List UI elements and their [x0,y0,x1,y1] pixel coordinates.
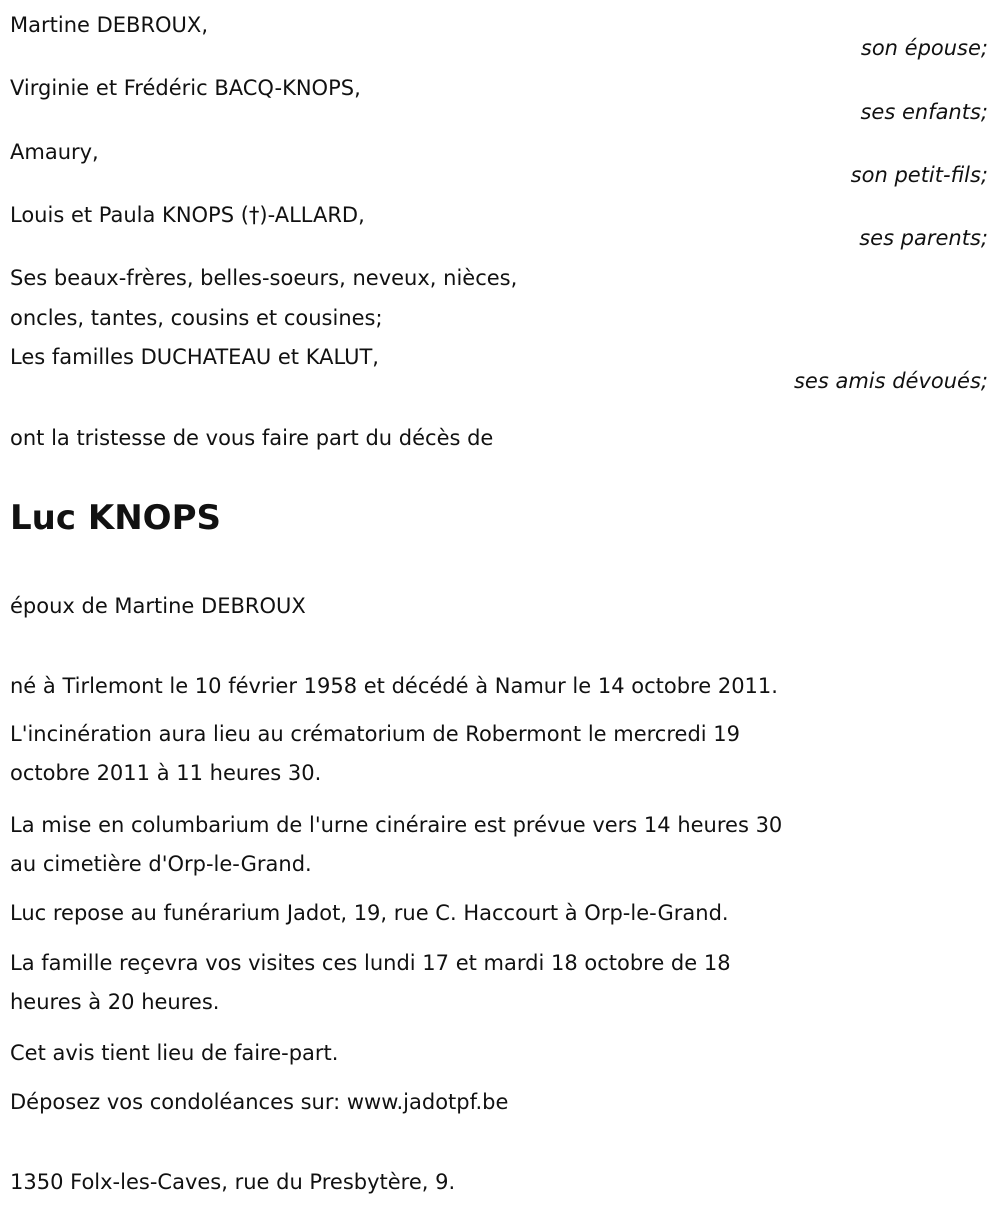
address: 1350 Folx-les-Caves, rue du Presbytère, 9. [10,1170,456,1194]
family-name-grandson: Amaury, [10,140,99,164]
family-role-parents: ses parents; [859,226,988,250]
detail-line: Cet avis tient lieu de faire-part. [10,1041,339,1065]
detail-line: au cimetière d'Orp-le-Grand. [10,852,312,876]
family-role-spouse: son épouse; [860,36,988,60]
detail-line: L'incinération aura lieu au crématorium de Robermont le mercredi 19 [10,722,741,746]
family-name-parents: Louis et Paula KNOPS (†)-ALLARD, [10,203,365,227]
detail-line: né à Tirlemont le 10 février 1958 et décédé à Namur le 14 octobre 2011. [10,674,778,698]
detail-line: octobre 2011 à 11 heures 30. [10,761,322,785]
spouse-line: époux de Martine DEBROUX [10,594,306,618]
family-name-children: Virginie et Frédéric BACQ-KNOPS, [10,76,361,100]
detail-line: La mise en columbarium de l'urne cinéraire est prévue vers 14 heures 30 [10,813,783,837]
deceased-name: Luc KNOPS [10,498,221,538]
announcement: ont la tristesse de vous faire part du décès de [10,426,494,450]
condolences-line: Déposez vos condoléances sur: www.jadotpf.be [10,1090,509,1114]
detail-line: Luc repose au funérarium Jadot, 19, rue C. Haccourt à Orp-le-Grand. [10,901,729,925]
family-role-grandson: son petit-fils; [850,163,988,187]
detail-line: La famille reçevra vos visites ces lundi 17 et mardi 18 octobre de 18 [10,951,731,975]
family-name-spouse: Martine DEBROUX, [10,13,208,37]
others-line: Les familles DUCHATEAU et KALUT, [10,345,379,369]
family-role-children: ses enfants; [860,100,988,124]
friends-role: ses amis dévoués; [793,369,988,393]
detail-line: heures à 20 heures. [10,990,220,1014]
others-line: oncles, tantes, cousins et cousines; [10,306,383,330]
others-line: Ses beaux-frères, belles-soeurs, neveux, nièces, [10,266,518,290]
